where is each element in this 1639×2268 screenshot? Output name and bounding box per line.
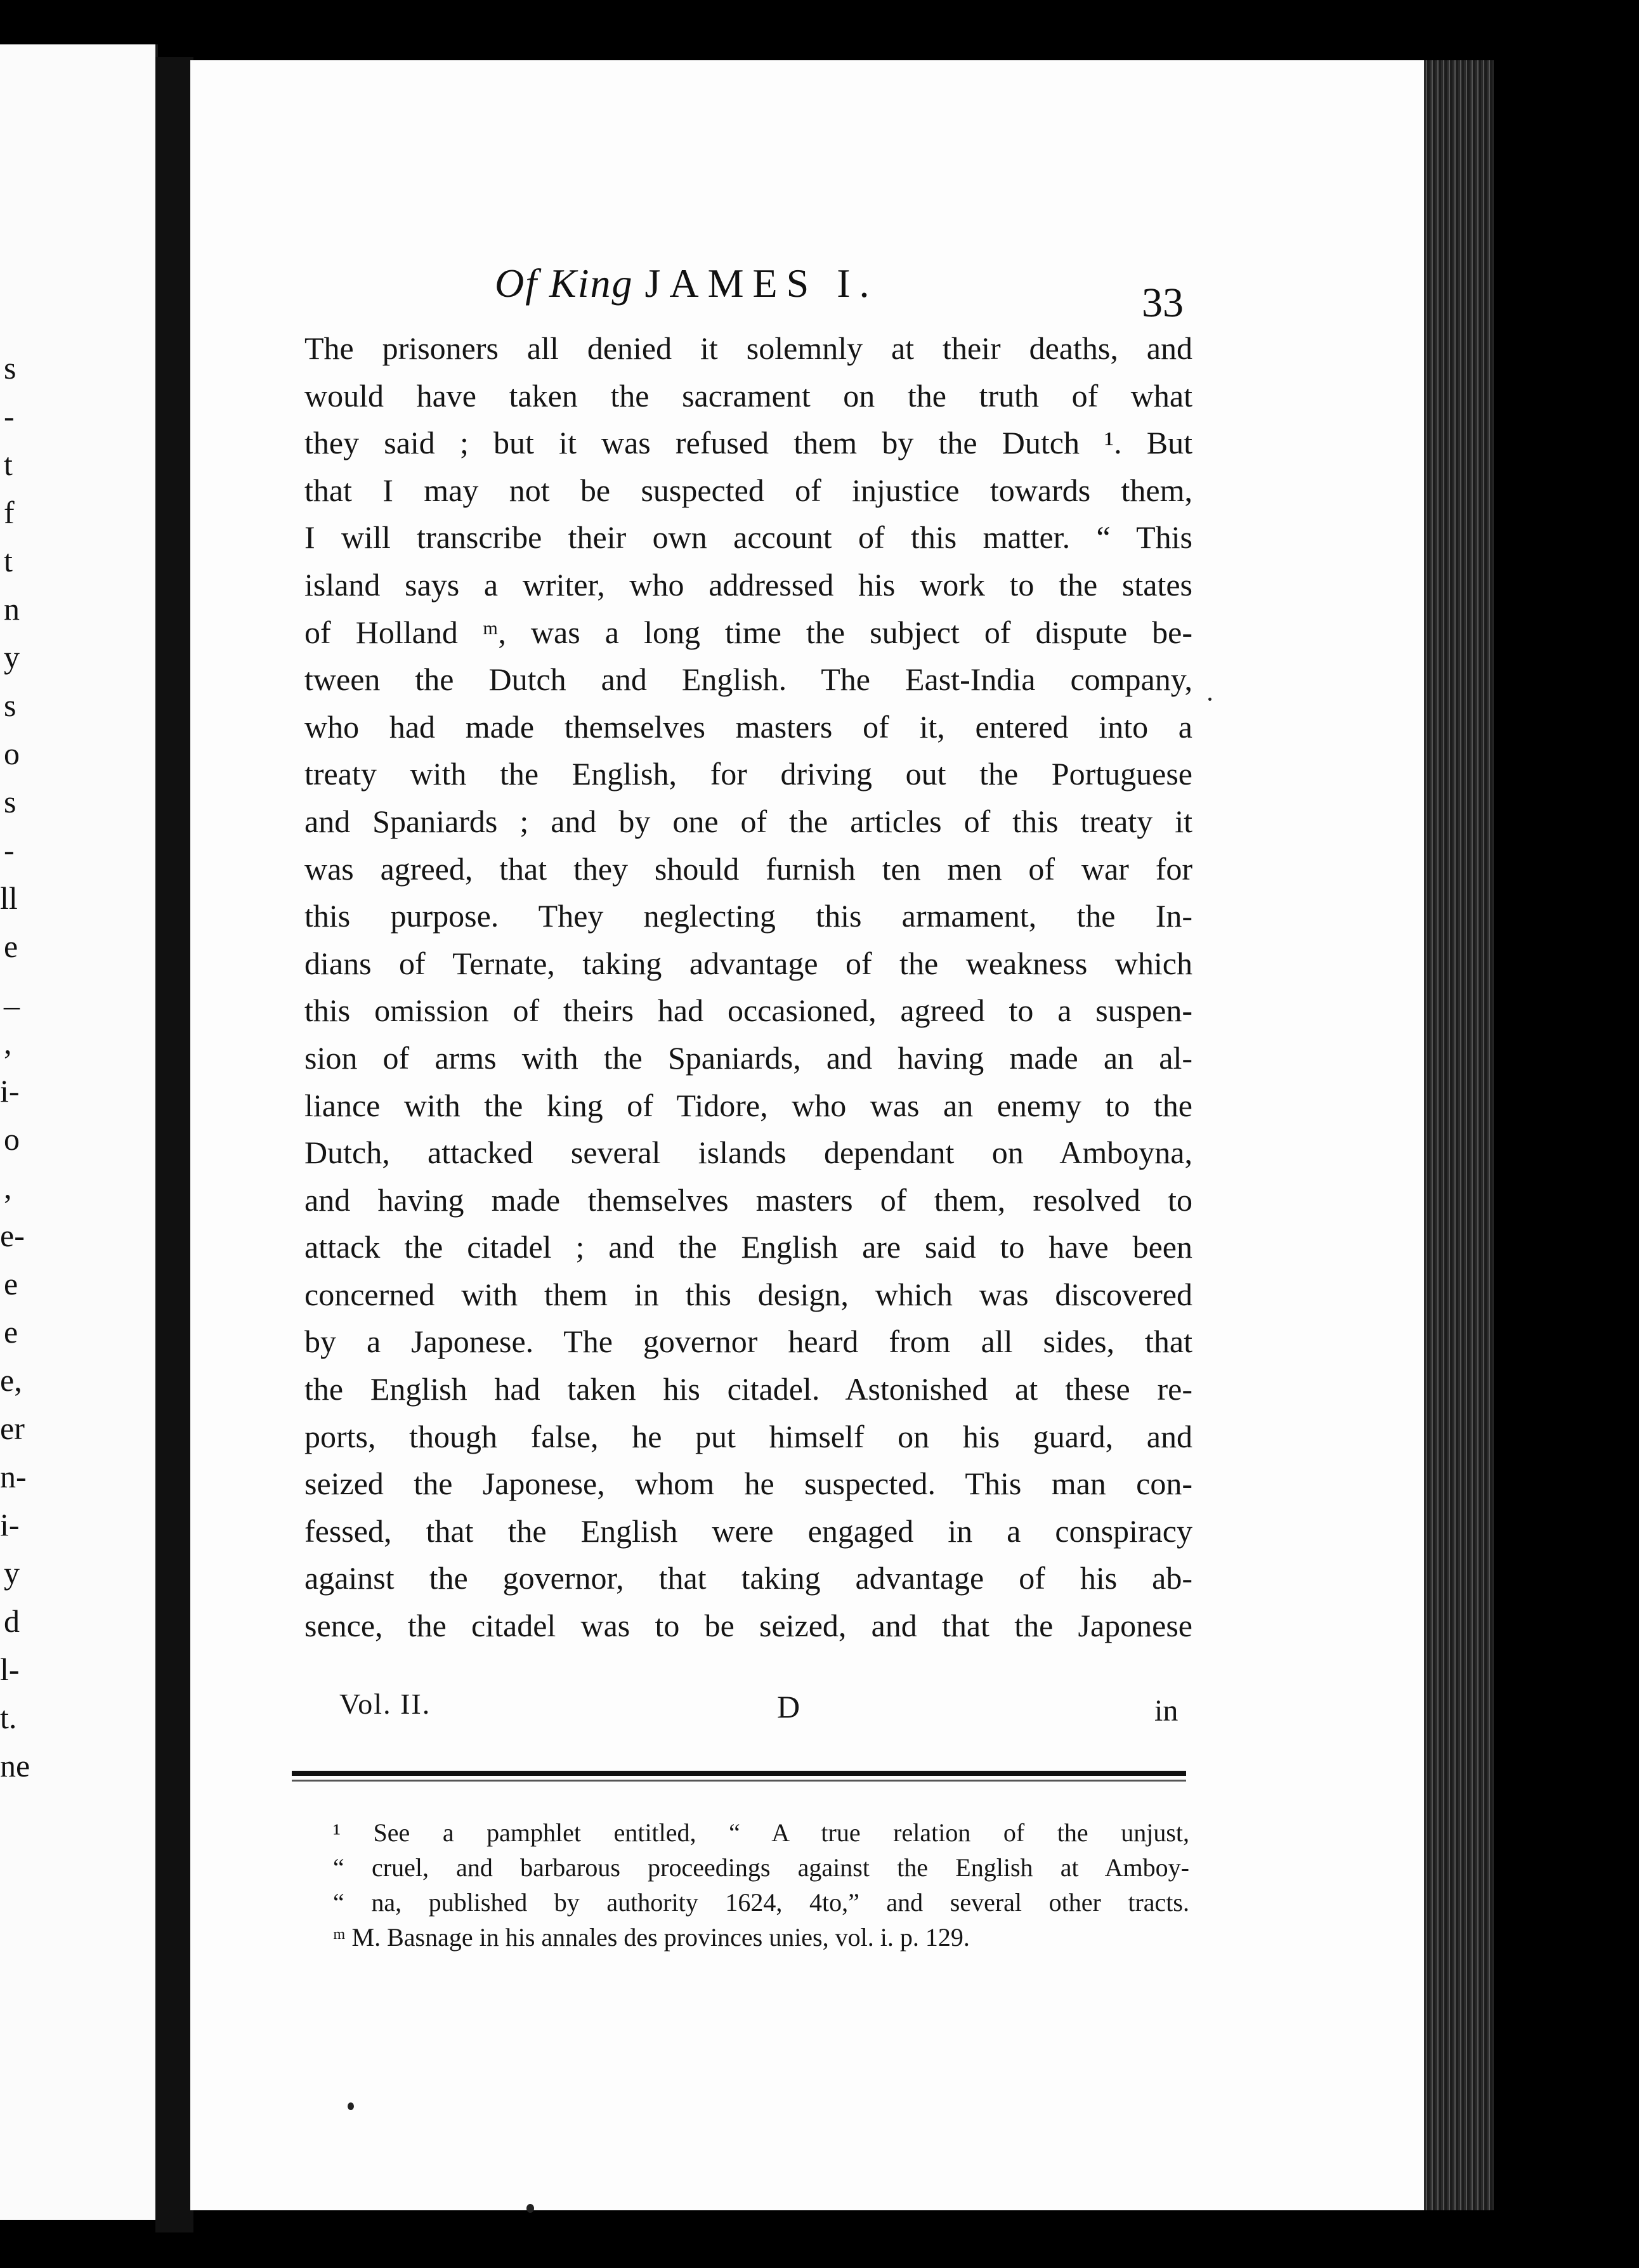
- facing-page-letter: d: [4, 1603, 20, 1639]
- body-line: this omission of theirs had occasioned, agreed to a suspen-: [304, 993, 1192, 1029]
- footnote-line: ᵐ M. Basnage in his annales des provinces unies, vol. i. p. 129.: [333, 1923, 970, 1952]
- body-line: would have taken the sacrament on the truth of what: [304, 377, 1192, 414]
- footnotes: [333, 1815, 1189, 1955]
- facing-page-letter: i-: [0, 1507, 20, 1542]
- book-gutter: [155, 57, 193, 2232]
- signature-mark: D: [777, 1689, 800, 1724]
- body-line: against the governor, that taking advantage of his ab-: [304, 1560, 1192, 1596]
- body-text: [304, 325, 1192, 1650]
- body-line: fessed, that the English were engaged in a conspiracy: [304, 1513, 1192, 1549]
- facing-page-letter: -: [4, 832, 15, 868]
- facing-page-edge: [0, 44, 158, 2220]
- facing-page-letter: y: [4, 639, 20, 675]
- footnote-line: “ cruel, and barbarous proceedings against the English at Amboy-: [333, 1853, 1189, 1882]
- facing-page-letter: s: [4, 784, 16, 819]
- body-line: sence, the citadel was to be seized, and that the Japonese: [304, 1608, 1192, 1644]
- facing-page-letter: e: [4, 929, 18, 964]
- body-line: I will transcribe their own account of this matter. “ This: [304, 519, 1192, 556]
- facing-page-letter: t: [4, 543, 13, 578]
- body-line: dians of Ternate, taking advantage of the weakness which: [304, 945, 1192, 981]
- facing-page-letter: e: [4, 1314, 18, 1350]
- body-line: concerned with them in this design, which was discovered: [304, 1276, 1192, 1312]
- ink-speck: [526, 2204, 534, 2213]
- facing-page-letter: er: [0, 1411, 25, 1446]
- body-line: was agreed, that they should furnish ten men of war for: [304, 850, 1192, 887]
- body-line: island says a writer, who addressed his work to the states: [304, 566, 1192, 603]
- facing-page-letter: n: [4, 591, 20, 627]
- facing-page-letter: i-: [0, 1073, 20, 1109]
- body-line: sion of arms with the Spaniards, and having made an al-: [304, 1040, 1192, 1076]
- body-line: Dutch, attacked several islands dependant on Amboyna,: [304, 1135, 1192, 1171]
- body-line: the English had taken his citadel. Astonished at these re-: [304, 1371, 1192, 1407]
- footnote-rule-thin: [292, 1780, 1186, 1782]
- body-line: of Holland ᵐ, was a long time the subject of dispute be-: [304, 614, 1192, 650]
- facing-page-letter: e-: [0, 1218, 25, 1253]
- facing-page-letter: s: [4, 350, 16, 386]
- ink-speck: [1208, 698, 1211, 701]
- facing-page-letter: ll: [0, 880, 18, 916]
- body-line: seized the Japonese, whom he suspected. This man con-: [304, 1466, 1192, 1502]
- body-line: this purpose. They neglecting this armament, the In-: [304, 898, 1192, 934]
- body-line: liance with the king of Tidore, who was an enemy to the: [304, 1087, 1192, 1123]
- facing-page-letter: ,: [4, 1170, 12, 1205]
- body-line: treaty with the English, for driving out the Portuguese: [304, 756, 1192, 792]
- body-line: tween the Dutch and English. The East-India company,: [304, 662, 1192, 698]
- facing-page-letter: o: [4, 736, 20, 771]
- facing-page-letter: t: [4, 446, 13, 482]
- facing-page-letter: t.: [0, 1700, 17, 1735]
- body-line: by a Japonese. The governor heard from all sides, that: [304, 1324, 1192, 1360]
- catchword: in: [1154, 1694, 1179, 1728]
- facing-page-letter: n-: [0, 1459, 27, 1494]
- body-line: that I may not be suspected of injustice towards them,: [304, 472, 1192, 508]
- scan-background: [1494, 38, 1639, 2268]
- running-head: [495, 260, 878, 307]
- facing-page-letter: ,: [4, 1025, 12, 1060]
- body-line: who had made themselves masters of it, entered into a: [304, 708, 1192, 745]
- page-number: 33: [1142, 280, 1184, 326]
- facing-page-letter: ne: [0, 1748, 30, 1783]
- body-line: ports, though false, he put himself on his guard, and: [304, 1418, 1192, 1454]
- facing-page-letter: e,: [0, 1362, 22, 1398]
- body-line: The prisoners all denied it solemnly at their deaths, and: [304, 330, 1192, 366]
- body-line: and Spaniards ; and by one of the articles of this treaty it: [304, 803, 1192, 839]
- facing-page-letter: l-: [0, 1652, 20, 1687]
- footnote-line: ¹ See a pamphlet entitled, “ A true relation of the unjust,: [333, 1818, 1189, 1847]
- body-line: and having made themselves masters of them, resolved to: [304, 1182, 1192, 1218]
- footnote-line: “ na, published by authority 1624, 4to,” and several other tracts.: [333, 1888, 1189, 1917]
- body-line: they said ; but it was refused them by the Dutch ¹. But: [304, 425, 1192, 461]
- facing-page-letter: o: [4, 1121, 20, 1157]
- running-head-prefix: Of King: [495, 261, 634, 306]
- facing-page-letter: s: [4, 688, 16, 723]
- facing-page-letter: f: [4, 495, 15, 530]
- footnote-rule: [292, 1771, 1186, 1776]
- ink-speck: [348, 2102, 354, 2110]
- page-fore-edge: [1424, 60, 1494, 2210]
- facing-page-letter: y: [4, 1555, 20, 1591]
- facing-page-letter: _: [4, 977, 20, 1012]
- body-line: attack the citadel ; and the English are said to have been: [304, 1229, 1192, 1265]
- running-head-name: JAMES I.: [644, 261, 878, 306]
- facing-page-letter: -: [4, 398, 15, 434]
- volume-label: Vol. II.: [339, 1688, 431, 1720]
- facing-page-letter: e: [4, 1266, 18, 1301]
